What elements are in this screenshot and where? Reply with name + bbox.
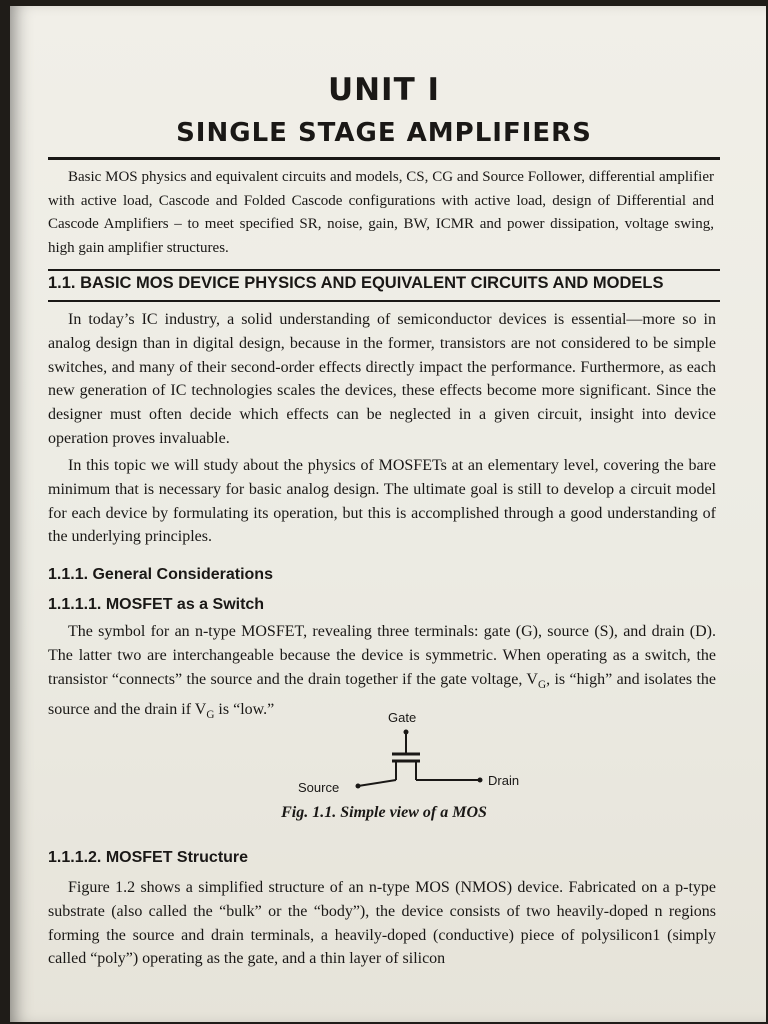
mos-figure xyxy=(288,710,528,800)
section-rule-top xyxy=(48,269,720,271)
book-page xyxy=(10,6,766,1022)
paragraph-structure: Figure 1.2 shows a simplified structure of an n-type MOS (NMOS) device. Fabricated on a p-type substrate (also called the “bulk” or the “body”), the device consists of two heavily-doped n regions forming the source and drain terminals, a heavily-doped (conductive) piece of polysilicon1 (simply called “poly”) operating as the gate, and a thin layer of silicon xyxy=(48,879,716,968)
title-divider xyxy=(48,157,720,160)
source-wire xyxy=(358,780,396,786)
paragraph-topic: In this topic we will study about the physics of MOSFETs at an elementary level, covering the bare minimum that is necessary for basic analog design. The ultimate goal is still to develop a circuit model for each device by formulating its operation, but this is accomplished through a good understanding of the underlying principles. xyxy=(48,457,716,546)
gate-label: Gate xyxy=(388,710,417,725)
switch-text-a: The symbol for an n-type MOSFET, revealing three terminals: gate (G), source (S), and drain (D). The latter two are interchangeable because the device is symmetric. When operating as a switch, the transistor “connects” the source and the drain together if the gate voltage, V xyxy=(48,623,716,688)
switch-heading: 1.1.1.1. MOSFET as a Switch xyxy=(48,596,265,613)
drain-terminal-dot xyxy=(478,778,483,783)
source-terminal-dot xyxy=(356,784,361,789)
subsection-heading: 1.1.1. General Considerations xyxy=(48,566,273,583)
switch-text-b: , is “high” and isolates the source and the drain if V xyxy=(48,670,716,718)
switch-text-c: is “low.” xyxy=(214,700,275,718)
unit-title: UNIT I xyxy=(327,72,441,108)
figure-caption: Fig. 1.1. Simple view of a MOS xyxy=(281,804,487,821)
source-label: Source xyxy=(298,780,340,795)
syllabus-text: Basic MOS physics and equivalent circuits and models, CS, CG and Source Follower, differential amplifier with active load, Cascode and Folded Cascode configurations with active load, design of Differential and Cascode Amplifiers – to meet specified SR, noise, gain, BW, ICMR and power dissipation, voltage swing, high gain amplifier structures. xyxy=(48,169,714,256)
drain-label: Drain xyxy=(488,773,520,788)
structure-heading: 1.1.1.2. MOSFET Structure xyxy=(48,849,249,866)
paragraph-intro: In today’s IC industry, a solid understanding of semiconductor devices is essential—more so in analog design than in digital design, because in the former, transistors are not considered to be simple switches, and many of their second-order effects directly impact the performance. Furthermore, as each new generation of IC technologies scales the devices, these effects become more significant. Since the designer must often decide which effects can be neglected in a given circuit, insight into device operation proves invaluable. xyxy=(48,311,716,447)
switch-sub-2: G xyxy=(206,708,215,721)
unit-subtitle: SINGLE STAGE AMPLIFIERS xyxy=(176,118,592,148)
section-heading: 1.1. BASIC MOS DEVICE PHYSICS AND EQUIVALENT CIRCUITS AND MODELS xyxy=(48,274,664,292)
section-rule-bottom xyxy=(48,300,720,302)
switch-sub-1: G xyxy=(537,678,547,691)
